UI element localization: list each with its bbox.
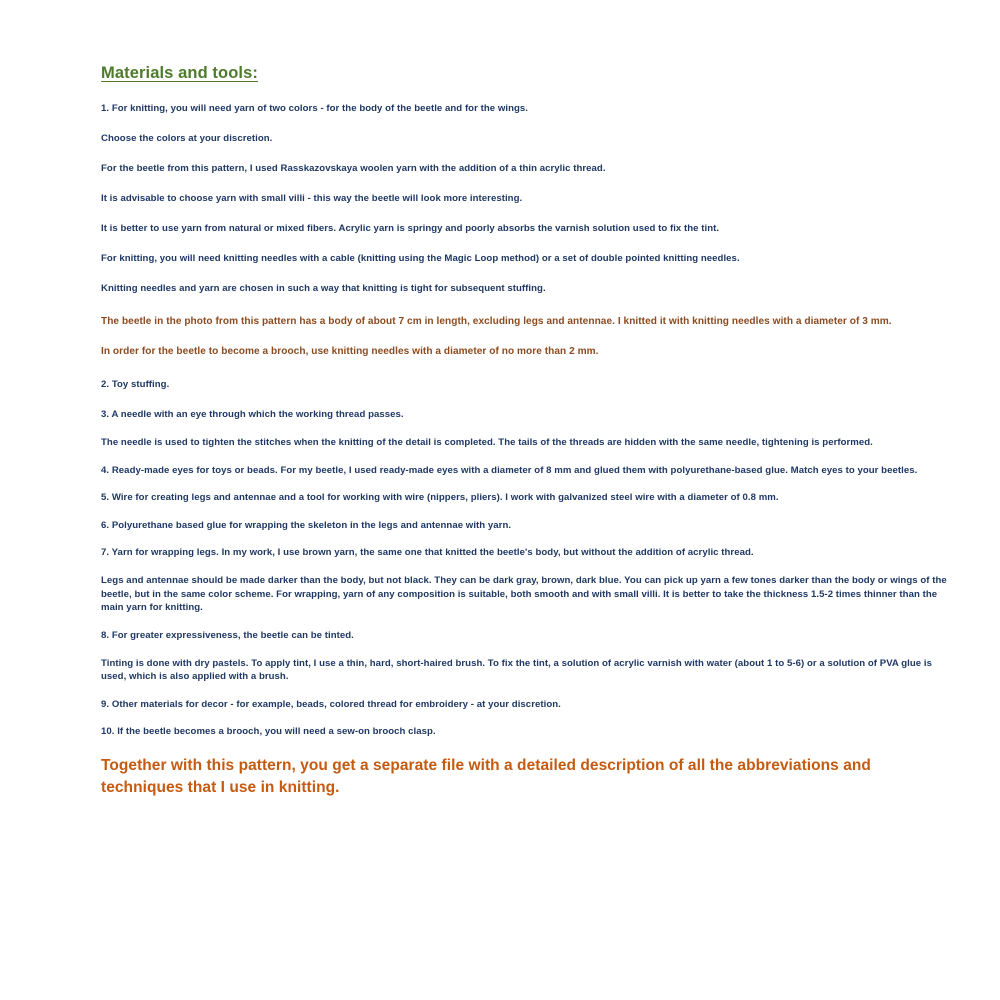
paragraph-item-8: 8. For greater expressiveness, the beetle can be tinted. — [101, 629, 354, 641]
paragraph-tinting-note: Tinting is done with dry pastels. To apply tint, I use a thin, hard, short-haired brush. To fix the tint, a solution of acrylic varnish with water (about 1 to 5-6) or a solution of PVA glue is used, which is also applied with a brush. — [101, 657, 933, 683]
closing-statement: Together with this pattern, you get a separate file with a detailed description of all the abbreviations and techniques that I use in knitting. — [101, 757, 871, 796]
paragraph-3: For the beetle from this pattern, I used Rasskazovskaya woolen yarn with the addition of a thin acrylic thread. — [101, 163, 606, 175]
paragraph-item-5: 5. Wire for creating legs and antennae and a tool for working with wire (nippers, pliers). I work with galvanized steel wire with a diameter of 0.8 mm. — [101, 492, 779, 504]
paragraph-5: It is better to use yarn from natural or mixed fibers. Acrylic yarn is springy and poorly absorbs the varnish solution used to fix the tint. — [101, 223, 720, 235]
paragraph-item-10: 10. If the beetle becomes a brooch, you will need a sew-on brooch clasp. — [101, 726, 436, 738]
paragraph-item-6: 6. Polyurethane based glue for wrapping the skeleton in the legs and antennae with yarn. — [101, 519, 512, 531]
paragraph-item-9: 9. Other materials for decor - for example, beads, colored thread for embroidery - at your discretion. — [101, 698, 561, 710]
paragraph-item-4: 4. Ready-made eyes for toys or beads. For my beetle, I used ready-made eyes with a diameter of 8 mm and glued them with polyurethane-based glue. Match eyes to your beetles. — [101, 464, 918, 476]
paragraph-2: Choose the colors at your discretion. — [101, 132, 273, 144]
document-body — [101, 64, 949, 798]
paragraph-6: For knitting, you will need knitting needles with a cable (knitting using the Magic Loop method) or a set of double pointed knitting needles. — [101, 253, 740, 265]
paragraph-needle-note: The needle is used to tighten the stitches when the knitting of the detail is completed. The tails of the threads are hidden with the same needle, tightening is performed. — [101, 437, 873, 449]
paragraph-4: It is advisable to choose yarn with small villi - this way the beetle will look more interesting. — [101, 193, 523, 205]
emphasis-paragraph-beetle-size: The beetle in the photo from this pattern has a body of about 7 cm in length, excluding legs and antennae. I knitted it with knitting needles with a diameter of 3 mm. — [101, 316, 892, 328]
paragraph-item-7: 7. Yarn for wrapping legs. In my work, I use brown yarn, the same one that knitted the beetle's body, but without the addition of acrylic thread. — [101, 547, 754, 559]
paragraph-item-3: 3. A needle with an eye through which the working thread passes. — [101, 409, 404, 421]
page-title: Materials and tools: — [101, 64, 258, 82]
paragraph-legs-antennae-note: Legs and antennae should be made darker than the body, but not black. They can be dark gray, brown, dark blue. You can pick up yarn a few tones darker than the body or wings of the beetle, but in the same color scheme. For wrapping, yarn of any composition is suitable, both smooth and with small villi. It is better to take the thickness 1.5-2 times thinner than the main yarn for knitting. — [101, 575, 947, 614]
paragraph-item-2: 2. Toy stuffing. — [101, 379, 170, 391]
emphasis-paragraph-brooch-needles: In order for the beetle to become a brooch, use knitting needles with a diameter of no more than 2 mm. — [101, 345, 599, 357]
paragraph-1: 1. For knitting, you will need yarn of two colors - for the body of the beetle and for the wings. — [101, 102, 528, 114]
paragraph-7: Knitting needles and yarn are chosen in such a way that knitting is tight for subsequent stuffing. — [101, 283, 546, 295]
